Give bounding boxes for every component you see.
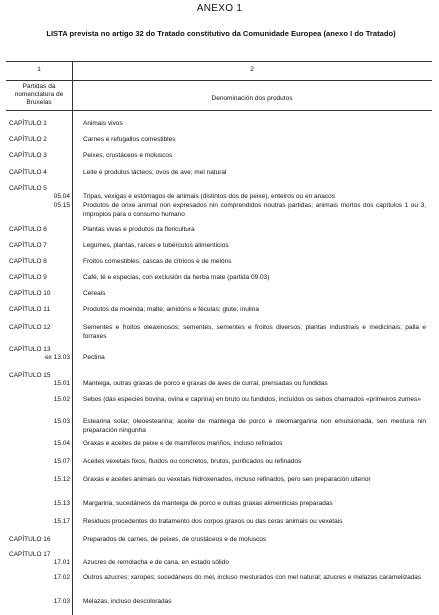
colnum-rule — [6, 80, 432, 81]
product-description: Leite e produtos lácteos; ovos de ave; mel natural — [83, 169, 227, 176]
heading-code: 15.04 — [53, 440, 70, 447]
heading-code: 15.02 — [53, 396, 70, 403]
col2-number: 2 — [250, 66, 254, 73]
col1-header-line: Bruxelas — [26, 99, 52, 106]
chapter-label: CAPÍTULO 13 — [9, 346, 51, 353]
product-description: Produtos da moenda; malte; amidóns e féculas; glute; inulina — [83, 306, 259, 313]
chapter-label: CAPÍTULO 9 — [9, 274, 47, 281]
list-title: LISTA prevista no artigo 32 do Tratado constitutivo da Comunidade Europea (anexo I do Tratado) — [46, 29, 396, 38]
product-description: Tripas, vexigas e estómagos de animais (distintos dos de peixe), enteiros ou en anacos — [83, 193, 335, 200]
product-description: Café, té e especias, con exclusión da herba mate (partida 09.03) — [83, 274, 270, 281]
product-description: Pectina — [83, 354, 105, 361]
chapter-label: CAPÍTULO 17 — [9, 551, 51, 558]
product-description: Preparados de carnes, de peixes, de crustáceos e de moluscos — [83, 536, 267, 543]
heading-code: ex 13.03 — [45, 354, 70, 361]
heading-code: 15.12 — [53, 476, 70, 483]
col1-header-line: Partidas da — [22, 83, 56, 90]
product-description: Froitos comestibles; cascas de cítricos e de melóns — [83, 258, 232, 265]
product-description: Azucres de remolacha e de cana, en estado sólido — [83, 559, 229, 566]
product-description: Animais vivos — [83, 120, 123, 127]
chapter-label: CAPÍTULO 6 — [9, 226, 47, 233]
col1-header — [6, 83, 72, 107]
product-description: Outros azucres; xaropes; sucedáneos do mel, incluso mesturados con mel natural; azucres e melazas caramelizadas — [83, 574, 422, 581]
column-divider — [72, 61, 73, 615]
product-description: Sebos (das especies bovina, ovina e caprina) en bruto ou fundidos, incluídos os sebos chamados «primeiros zumes» — [83, 396, 421, 403]
heading-code: 15.01 — [53, 380, 70, 387]
product-description: Carnes e refugallos comestibles — [83, 136, 176, 143]
chapter-label: CAPÍTULO 16 — [9, 536, 51, 543]
chapter-label: CAPÍTULO 11 — [9, 306, 51, 313]
col2-header: Denominación dos produtos — [211, 95, 293, 102]
chapter-label: CAPÍTULO 3 — [9, 152, 47, 159]
product-description: Melazas, incluso descoloradas — [83, 598, 172, 605]
heading-code: 17.01 — [53, 559, 70, 566]
chapter-label: CAPÍTULO 5 — [9, 185, 47, 192]
chapter-label: CAPÍTULO 4 — [9, 169, 47, 176]
product-description: Manteiga, outras graxas de porco e graxas de aves de curral, prensadas ou fundidas — [83, 380, 328, 387]
chapter-label: CAPÍTULO 8 — [9, 258, 47, 265]
chapter-label: CAPÍTULO 2 — [9, 136, 47, 143]
product-description: Aceites vexetais fixos, fluídos ou concretos, brutos, purificados ou refinados — [83, 458, 302, 465]
product-description: Peixes, crustáceos e moluscos — [83, 152, 173, 159]
product-description: Graxas e aceites de peixe e de mamíferos mariños, incluso refinados — [83, 440, 283, 447]
heading-code: 05.04 — [53, 193, 70, 200]
product-description: Residuos procedentes do tratamento dos corpos graxos ou das ceras animais ou vexetais — [83, 518, 343, 525]
chapter-label: CAPÍTULO 10 — [9, 290, 51, 297]
product-description: Sementes e froitos oleaxinosos; sementes, sementes e froitos diversos; plantas industriais e medicinais; palla e forraxes — [83, 324, 426, 340]
chapter-label: CAPÍTULO 7 — [9, 242, 47, 249]
product-description: Legumes, plantas, raíces e tubérculos alimenticios — [83, 242, 229, 249]
col1-header-line: nomenclatura de — [14, 91, 64, 98]
heading-code: 17.03 — [53, 598, 70, 605]
product-description: Plantas vivas e produtos da floricultura — [83, 226, 195, 233]
product-description: Cereais — [83, 290, 106, 297]
product-description: Margarina, sucedáneos da manteiga de porco e outras graxas alimenticias preparadas — [83, 500, 333, 507]
product-description: Graxas e aceites animais ou vexetais hidroxenados, incluso refinados, pero sen preparación ulterior — [83, 476, 371, 483]
header-rule — [6, 110, 432, 111]
col1-number: 1 — [37, 66, 41, 73]
heading-code: 15.07 — [53, 458, 70, 465]
annex-title: ANEXO 1 — [196, 3, 243, 14]
product-description: Estearina solar; oleoestearina; aceite de manteiga de porco e oleomargarina non emulsionada, sen mestura nin preparación ningunha — [83, 418, 426, 434]
heading-code: 15.03 — [53, 418, 70, 425]
heading-code: 15.13 — [53, 500, 70, 507]
heading-code: 17.02 — [53, 574, 70, 581]
table-top-rule — [6, 61, 432, 62]
product-description: Produtos de orixe animal non expresados nin comprendidos noutras partidas; animais mortos dos capítulos 1 ou 3, impropios para o consumo humano — [83, 202, 426, 218]
chapter-label: CAPÍTULO 1 — [9, 120, 47, 127]
chapter-label: CAPÍTULO 12 — [9, 324, 51, 331]
heading-code: 15.17 — [53, 518, 70, 525]
chapter-label: CAPÍTULO 15 — [9, 372, 51, 379]
heading-code: 05.15 — [53, 202, 70, 209]
